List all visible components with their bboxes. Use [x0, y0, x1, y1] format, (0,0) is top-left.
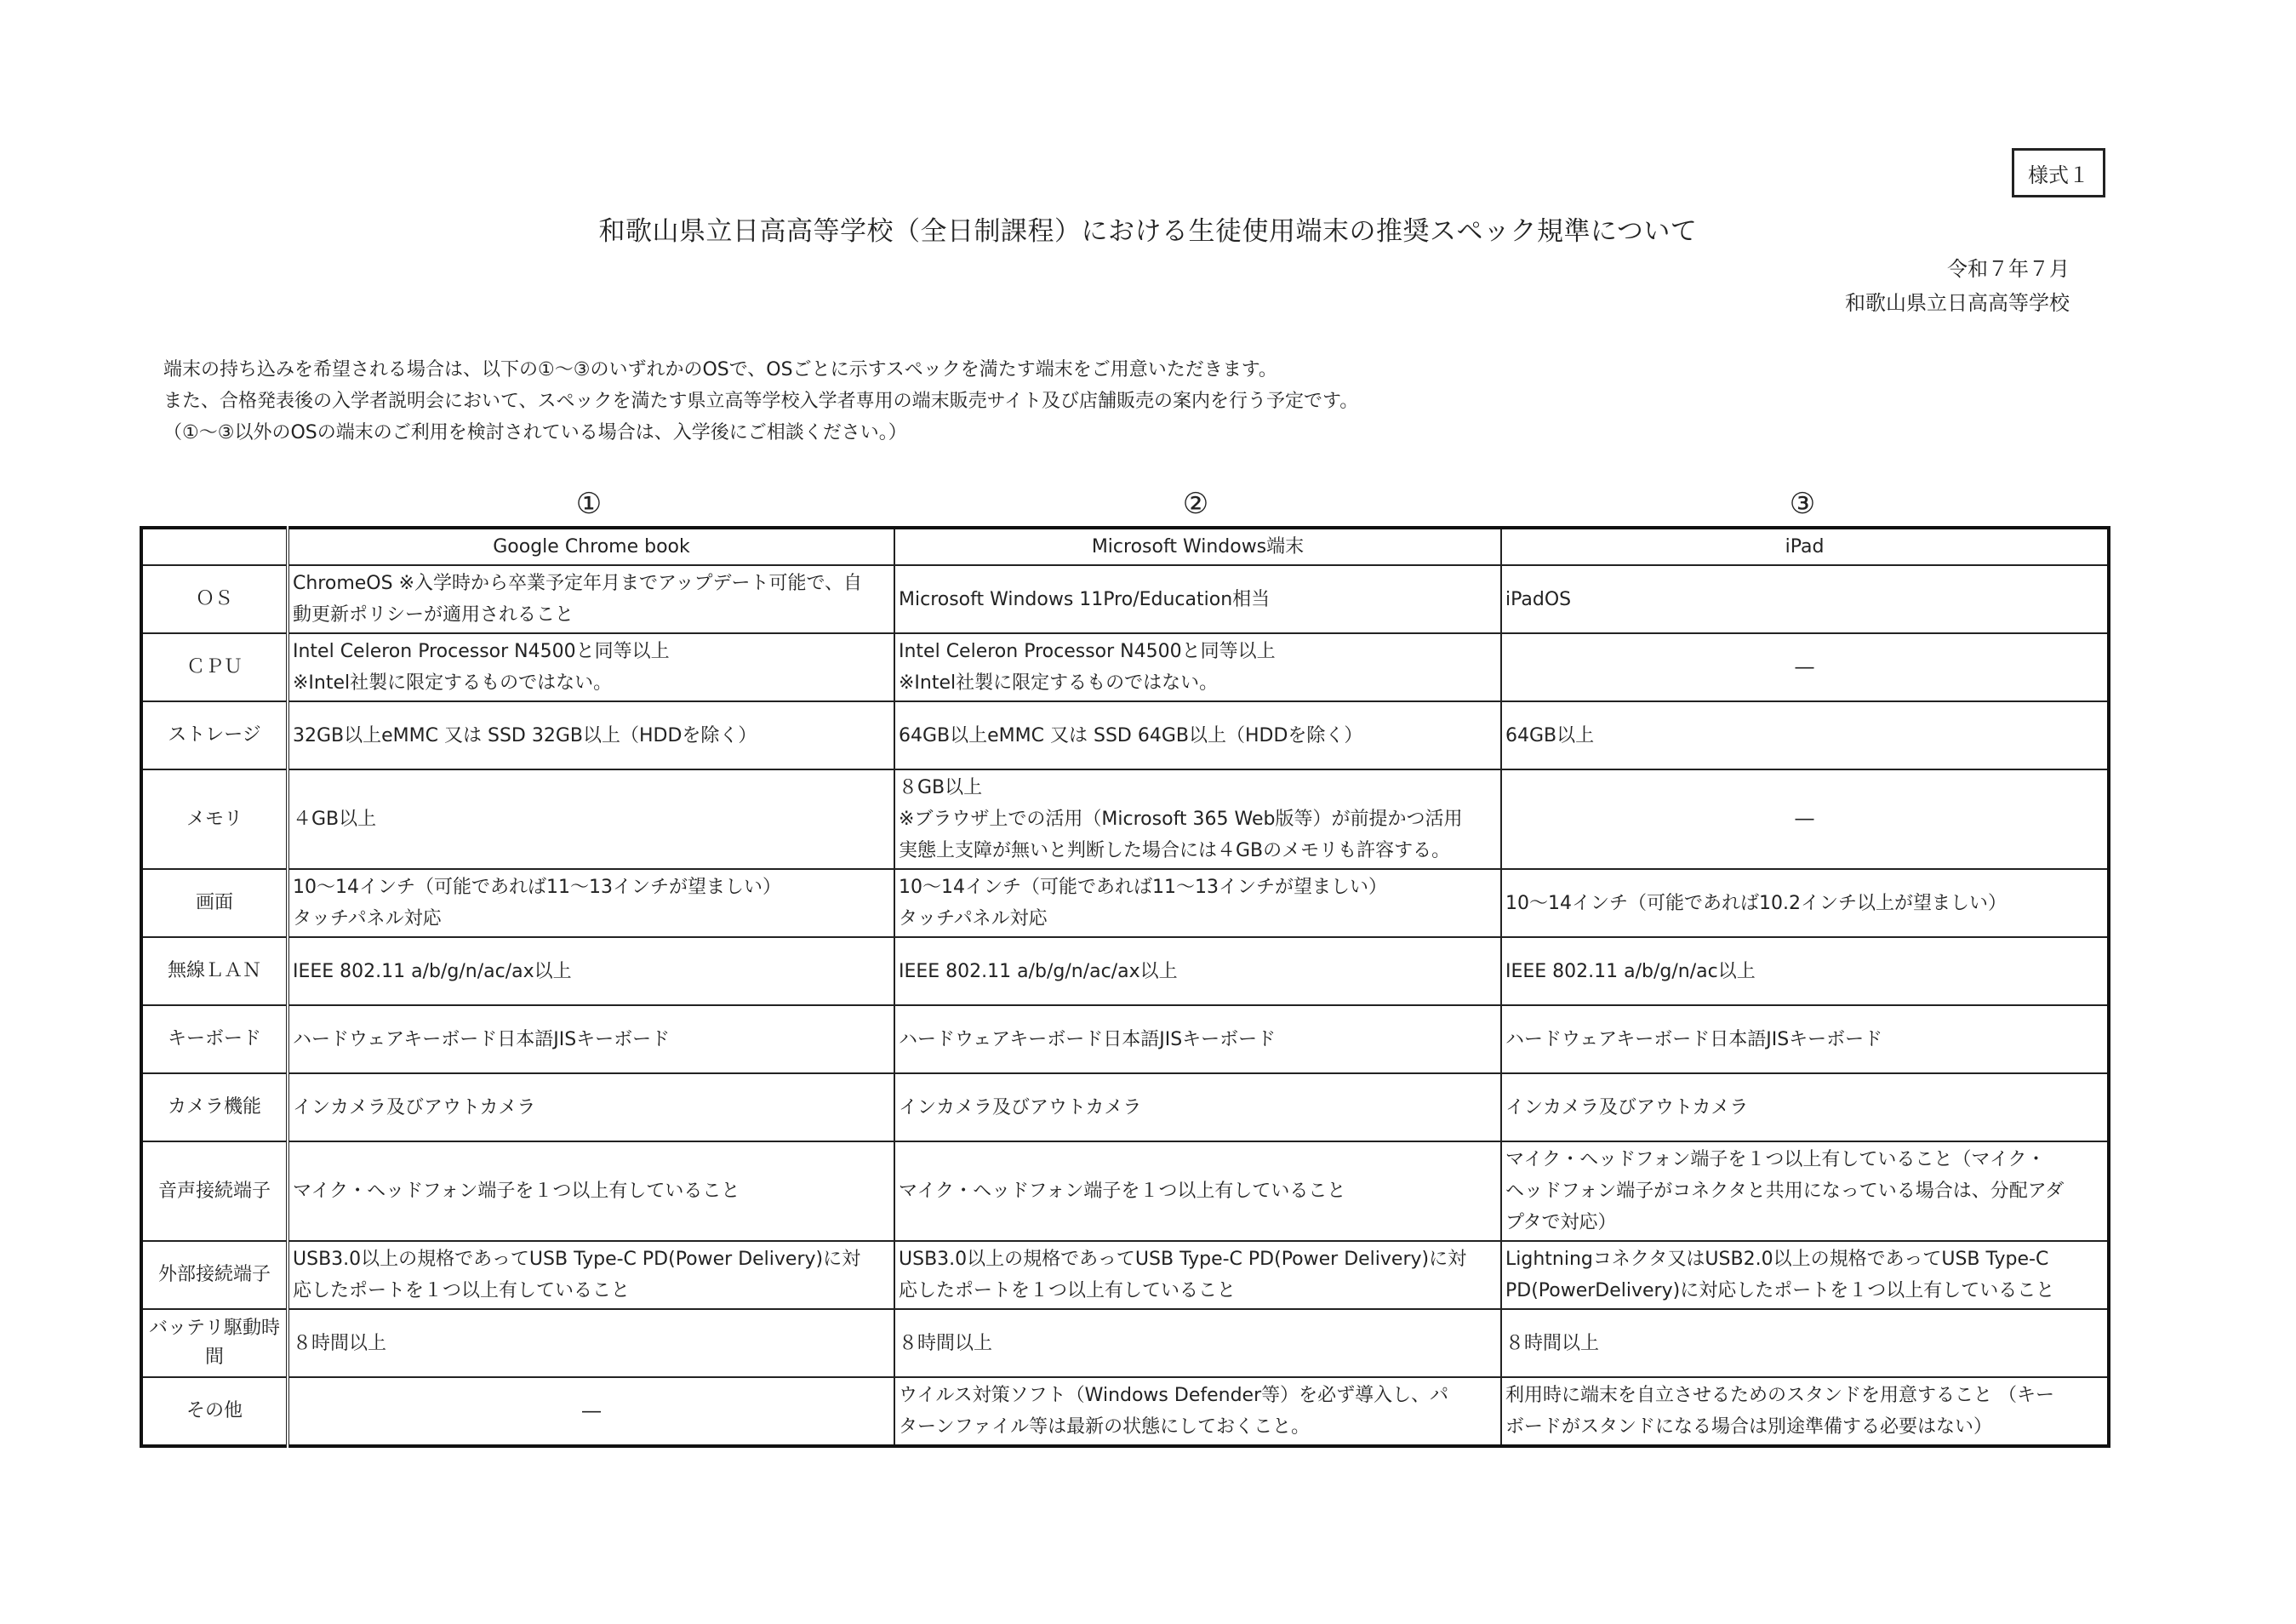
cell-text: 32GB以上eMMC 又は SSD 32GB以上（HDDを除く）: [293, 724, 757, 746]
cell-text: 10～14インチ（可能であれば10.2インチ以上が望ましい）: [1505, 892, 2007, 914]
intro-line: また、合格発表後の入学者説明会において、スペックを満たす県立高等学校入学者専用の端末販売サイト及び店舗販売の案内を行う予定です。: [163, 391, 1359, 412]
cell-text: ８GB以上: [899, 777, 983, 798]
cell-text: インカメラ及びアウトカメラ: [899, 1096, 1142, 1118]
table-row: [141, 1073, 2109, 1141]
table-cell: [1501, 1005, 2109, 1073]
table-cell: [288, 1141, 894, 1241]
cell-text: インカメラ及びアウトカメラ: [293, 1096, 536, 1118]
table-cell: [894, 937, 1501, 1005]
table-cell: [288, 937, 894, 1005]
cell-text: Intel Celeron Processor N4500と同等以上: [899, 641, 1276, 662]
cell-text: マイク・ヘッドフォン端子を１つ以上有していること（マイク・: [1505, 1149, 2046, 1170]
cell-text: 64GB以上: [1505, 724, 1595, 746]
cell-text: 実態上支障が無いと判断した場合には４GBのメモリも許容する。: [899, 840, 1451, 861]
row-label: 無線ＬＡＮ: [141, 937, 288, 1005]
table-row: [141, 769, 2109, 869]
table-row: [141, 633, 2109, 701]
cell-text: ウイルス対策ソフト（Windows Defender等）を必ず導入し、パ: [899, 1385, 1449, 1406]
cell-text: マイク・ヘッドフォン端子を１つ以上有していること: [293, 1181, 740, 1202]
cell-text: ※Intel社製に限定するものではない。: [899, 672, 1219, 694]
cell-text: 64GB以上eMMC 又は SSD 64GB以上（HDDを除く）: [899, 724, 1363, 746]
table-cell: [894, 701, 1501, 769]
intro-line: （①～③以外のOSの端末のご利用を検討されている場合は、入学後にご相談ください。）: [163, 422, 907, 443]
page-title: 和歌山県立日高高等学校（全日制課程）における生徒使用端末の推奨スペック規準について: [598, 216, 1698, 247]
cell-text: Microsoft Windows 11Pro/Education相当: [899, 588, 1271, 610]
table-cell: [1501, 1309, 2109, 1377]
cell-text: ８時間以上: [293, 1332, 387, 1354]
table-row: [141, 701, 2109, 769]
table-cell: [1501, 937, 2109, 1005]
table-cell: [894, 1073, 1501, 1141]
cell-text: ※ブラウザ上での活用（Microsoft 365 Web版等）が前提かつ活用: [899, 809, 1463, 830]
cell-text: PD(PowerDelivery)に対応したポートを１つ以上有していること: [1505, 1280, 2055, 1301]
table-cell: [1501, 1377, 2109, 1446]
cell-text: IEEE 802.11 a/b/g/n/ac/ax以上: [293, 960, 572, 982]
table-cell: [894, 1377, 1501, 1446]
cell-text: タッチパネル対応: [293, 908, 442, 929]
cell-text: ―: [1795, 809, 1814, 830]
table-row: [141, 1241, 2109, 1309]
table-cell: [894, 1241, 1501, 1309]
column-numbers: [0, 487, 2296, 521]
row-label: 画面: [141, 869, 288, 937]
column-number-2: ②: [1182, 487, 1209, 521]
cell-text: ターンファイル等は最新の状態にしておくこと。: [899, 1416, 1311, 1438]
school-name: 和歌山県立日高高等学校: [1845, 291, 2070, 315]
row-label: 音声接続端子: [141, 1141, 288, 1241]
cell-text: ８時間以上: [1505, 1332, 1600, 1354]
column-number-3: ③: [1789, 487, 1816, 521]
table-cell: [1501, 1073, 2109, 1141]
table-cell: [288, 1309, 894, 1377]
column-header: Microsoft Windows端末: [894, 528, 1501, 565]
column-header: iPad: [1501, 528, 2109, 565]
table-row: [141, 937, 2109, 1005]
table-cell: [894, 1309, 1501, 1377]
cell-text: 応したポートを１つ以上有していること: [293, 1280, 631, 1301]
row-label: バッテリ駆動時間: [141, 1309, 288, 1377]
table-cell: [1501, 869, 2109, 937]
table-cell: [894, 1141, 1501, 1241]
cell-text: Intel Celeron Processor N4500と同等以上: [293, 641, 670, 662]
table-row: [141, 869, 2109, 937]
table-cell: [1501, 701, 2109, 769]
cell-text: USB3.0以上の規格であってUSB Type-C PD(Power Delivery)に対: [293, 1249, 861, 1270]
table-cell: [288, 633, 894, 701]
table-cell: [1501, 769, 2109, 869]
column-number-1: ①: [575, 487, 603, 521]
table-row: [141, 1141, 2109, 1241]
row-label: ＣＰＵ: [141, 633, 288, 701]
table-header-row: [141, 528, 2109, 565]
row-label: 外部接続端子: [141, 1241, 288, 1309]
cell-text: USB3.0以上の規格であってUSB Type-C PD(Power Delivery)に対: [899, 1249, 1467, 1270]
cell-text: IEEE 802.11 a/b/g/n/ac以上: [1505, 960, 1756, 982]
table-cell: [288, 701, 894, 769]
cell-text: ボードがスタンドになる場合は別途準備する必要はない）: [1505, 1416, 1993, 1438]
table-cell: [288, 869, 894, 937]
header-corner: [141, 528, 288, 565]
cell-text: ハードウェアキーボード日本語JISキーボード: [293, 1028, 671, 1050]
cell-text: ChromeOS ※入学時から卒業予定年月までアップデート可能で、自: [293, 573, 863, 594]
cell-text: ―: [582, 1400, 601, 1422]
row-label: ＯＳ: [141, 565, 288, 633]
table-cell: [894, 633, 1501, 701]
cell-text: Lightningコネクタ又はUSB2.0以上の規格であってUSB Type-C: [1505, 1249, 2049, 1270]
row-label: その他: [141, 1377, 288, 1446]
table-cell: [288, 1005, 894, 1073]
cell-text: ヘッドフォン端子がコネクタと共用になっている場合は、分配アダ: [1505, 1181, 2065, 1202]
table-cell: [1501, 1141, 2109, 1241]
cell-text: ４GB以上: [293, 809, 377, 830]
table-cell: [288, 1377, 894, 1446]
cell-text: ハードウェアキーボード日本語JISキーボード: [899, 1028, 1277, 1050]
table-cell: [288, 1073, 894, 1141]
cell-text: プタで対応）: [1505, 1212, 1617, 1233]
table-cell: [288, 769, 894, 869]
cell-text: IEEE 802.11 a/b/g/n/ac/ax以上: [899, 960, 1178, 982]
cell-text: ハードウェアキーボード日本語JISキーボード: [1505, 1028, 1883, 1050]
table-cell: [894, 869, 1501, 937]
column-header: Google Chrome book: [288, 528, 894, 565]
table-cell: [894, 769, 1501, 869]
table-row: [141, 1005, 2109, 1073]
cell-text: iPadOS: [1505, 588, 1572, 610]
cell-text: 応したポートを１つ以上有していること: [899, 1280, 1237, 1301]
cell-text: ―: [1795, 656, 1814, 678]
table-row: [141, 1309, 2109, 1377]
row-label: ストレージ: [141, 701, 288, 769]
cell-text: 利用時に端末を自立させるためのスタンドを用意すること （キー: [1505, 1385, 2054, 1406]
table-row: [141, 565, 2109, 633]
cell-text: ８時間以上: [899, 1332, 993, 1354]
cell-text: 10～14インチ（可能であれば11～13インチが望ましい）: [293, 877, 781, 898]
cell-text: タッチパネル対応: [899, 908, 1048, 929]
table-cell: [288, 1241, 894, 1309]
form-label: 様式１: [2012, 148, 2105, 197]
table-cell: [1501, 633, 2109, 701]
cell-text: ※Intel社製に限定するものではない。: [293, 672, 613, 694]
cell-text: マイク・ヘッドフォン端子を１つ以上有していること: [899, 1181, 1346, 1202]
intro-line: 端末の持ち込みを希望される場合は、以下の①～③のいずれかのOSで、OSごとに示すスペックを満たす端末をご用意いただきます。: [163, 359, 1277, 380]
row-label: キーボード: [141, 1005, 288, 1073]
table-row: [141, 1377, 2109, 1446]
intro-text: [163, 354, 1358, 449]
cell-text: インカメラ及びアウトカメラ: [1505, 1096, 1749, 1118]
table-cell: [894, 1005, 1501, 1073]
spec-table: [140, 526, 2110, 1448]
cell-text: 動更新ポリシーが適用されること: [293, 604, 574, 626]
table-cell: [1501, 565, 2109, 633]
issue-date: 令和７年７月: [1947, 257, 2070, 281]
table-cell: [1501, 1241, 2109, 1309]
row-label: カメラ機能: [141, 1073, 288, 1141]
row-label: メモリ: [141, 769, 288, 869]
table-cell: [894, 565, 1501, 633]
spec-table-body: [141, 565, 2109, 1446]
cell-text: 10～14インチ（可能であれば11～13インチが望ましい）: [899, 877, 1387, 898]
table-cell: [288, 565, 894, 633]
